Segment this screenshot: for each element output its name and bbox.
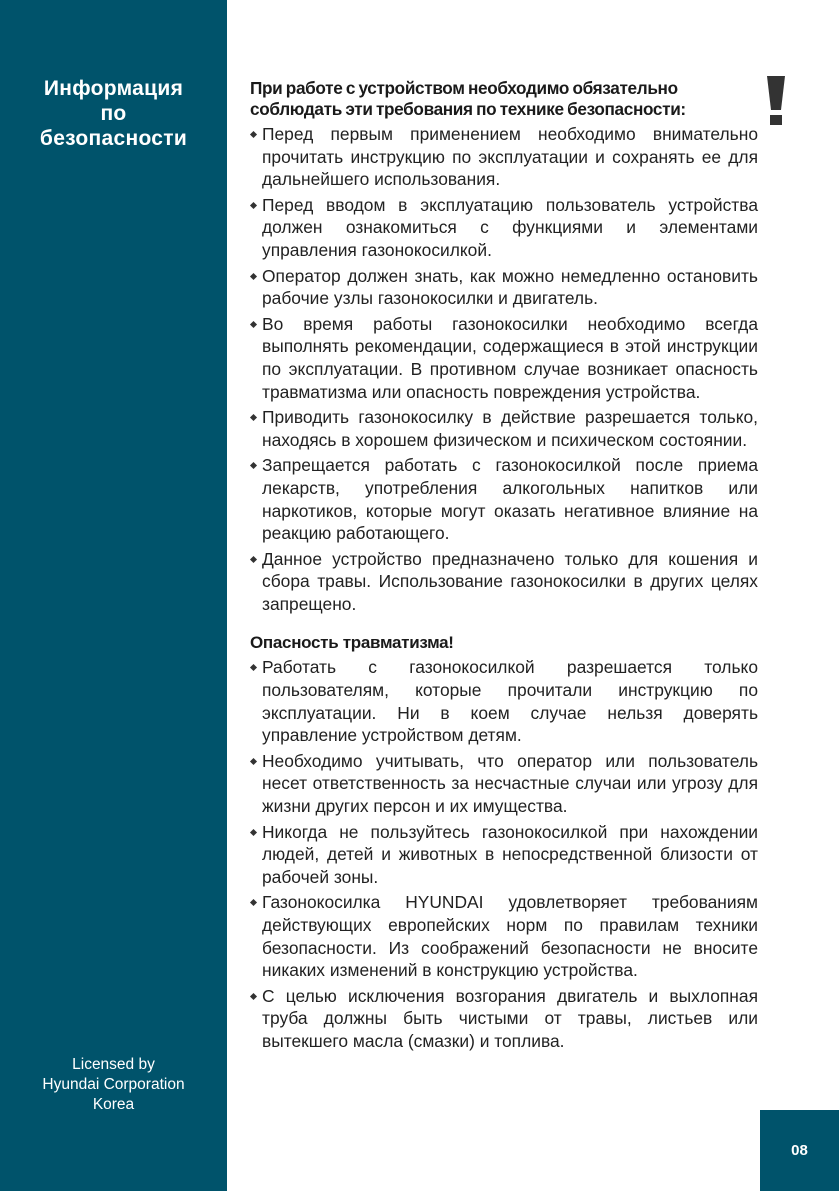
main-content	[250, 78, 758, 1053]
section-title-line: Информация	[43, 77, 184, 100]
list-item: Необходимо учитывать, что оператор или пользователь несет ответственность за несчастные случаи или угрозу для жизни других персон и их имущества.	[250, 750, 758, 818]
list-item: Газонокосилка HYUNDAI удовлетворяет требованиям действующих европейских норм по правилам техники безопасности. Из соображений безопасности не вносите никаких изменений в конструкцию устройства.	[250, 891, 758, 981]
sidebar	[0, 0, 227, 1191]
list-item: Перед первым применением необходимо внимательно прочитать инструкцию по эксплуатации и сохранять ее для дальнейшего использования.	[250, 123, 758, 191]
section-title-line: безопасности	[39, 127, 188, 150]
list-item: Во время работы газонокосилки необходимо всегда выполнять рекомендации, содержащиеся в этой инструкции по эксплуатации. В противном случае возникает опасность травматизма или опасность повреждения устройства.	[250, 313, 758, 403]
safety-heading-line: При работе с устройством необходимо обязательно	[250, 78, 678, 98]
safety-heading-line: соблюдать эти требования по технике безопасности:	[250, 99, 686, 119]
list-item: Никогда не пользуйтесь газонокосилкой при нахождении людей, детей и животных в непосредственной близости от рабочей зоны.	[250, 821, 758, 889]
safety-heading	[250, 78, 758, 120]
list-item: Запрещается работать с газонокосилкой после приема лекарств, употребления алкогольных напитков или наркотиков, которые могут оказать негативное влияние на реакцию работающего.	[250, 454, 758, 544]
list-item: Оператор должен знать, как можно немедленно остановить рабочие узлы газонокосилки и двигатель.	[250, 265, 758, 310]
page-number: 08	[760, 1110, 839, 1191]
license-line: Korea	[92, 1096, 135, 1113]
list-item: С целью исключения возгорания двигатель и выхлопная труба должны быть чистыми от травы, листьев или вытекшего масла (смазки) и топлива.	[250, 985, 758, 1053]
injury-danger-heading: Опасность травматизма!	[250, 633, 454, 653]
exclamation-icon	[765, 76, 787, 126]
section-title	[0, 76, 227, 151]
injury-list	[250, 656, 758, 1052]
list-item: Приводить газонокосилку в действие разрешается только, находясь в хорошем физическом и психическом состоянии.	[250, 406, 758, 451]
license-line: Hyundai Corporation	[42, 1076, 185, 1093]
list-item: Перед вводом в эксплуатацию пользователь устройства должен ознакомиться с функциями и элементами управления газонокосилкой.	[250, 194, 758, 262]
safety-list	[250, 123, 758, 615]
license-line: Licensed by	[72, 1056, 155, 1073]
list-item: Данное устройство предназначено только для кошения и сбора травы. Использование газонокосилки в других целях запрещено.	[250, 548, 758, 616]
license-note	[0, 1055, 227, 1115]
section-title-line: по	[100, 102, 127, 125]
list-item: Работать с газонокосилкой разрешается только пользователям, которые прочитали инструкцию по эксплуатации. Ни в коем случае нельзя доверять управление устройством детям.	[250, 656, 758, 746]
